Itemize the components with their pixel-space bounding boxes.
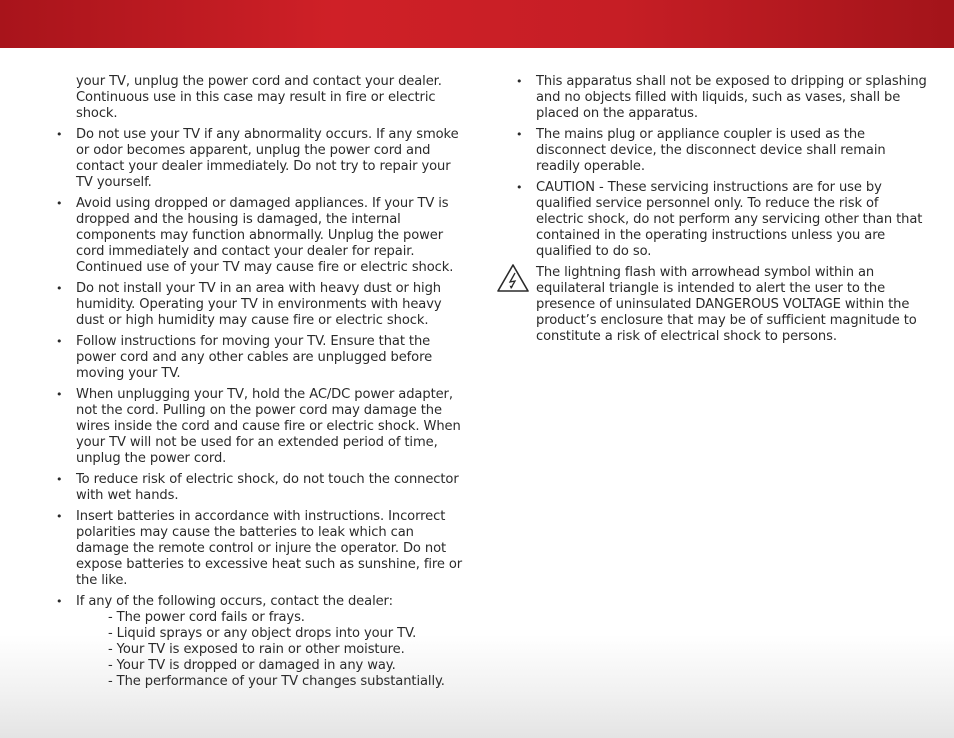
bullet-text: CAUTION - These servicing instructions are for use by qualified service personnel only. To reduce the risk of electric shock, do not perform any servicing other than that contained in the operating instructions unless you are qualified to do so. — [536, 180, 923, 259]
header-bar — [0, 0, 954, 48]
bullet-text: Avoid using dropped or damaged appliances. If your TV is dropped and the housing is damaged, the internal components may function abnormally. Unplug the power cord immediately and contact your dealer for repair. Continued use of your TV may cause fire or electric shock. — [76, 196, 454, 275]
bullet-text: To reduce risk of electric shock, do not touch the connector with wet hands. — [76, 472, 459, 503]
bullet-icon: • — [516, 75, 523, 88]
bullet-icon: • — [56, 473, 63, 486]
bullet-text: This apparatus shall not be exposed to dripping or splashing and no objects filled with liquids, such as vases, shall be placed on the apparatus. — [536, 74, 927, 121]
bullet-text: When unplugging your TV, hold the AC/DC power adapter, not the cord. Pulling on the power cord may damage the wires inside the cord and cause fire or electric shock. When your TV will not be used for an extended period of time, unplug the power cord. — [76, 387, 461, 466]
bullet-icon: • — [56, 595, 63, 608]
bullet-icon: • — [56, 388, 63, 401]
bullet-item — [514, 127, 929, 175]
bullet-item — [54, 509, 464, 589]
sub-list-item: - Your TV is dropped or damaged in any way. — [108, 658, 396, 673]
bullet-icon: • — [56, 282, 63, 295]
bullet-item — [54, 196, 464, 276]
bullet-text: Do not install your TV in an area with heavy dust or high humidity. Operating your TV in environments with heavy dust or high humidity may cause fire or electric shock. — [76, 281, 442, 328]
dealer-bullet-item — [54, 594, 464, 690]
bullet-text: Do not use your TV if any abnormality occurs. If any smoke or odor becomes apparent, unplug the power cord and contact your dealer immediately. Do not try to repair your TV yourself. — [76, 127, 459, 190]
bullet-icon: • — [56, 197, 63, 210]
dealer-sub-list — [76, 610, 464, 690]
bullet-icon: • — [516, 128, 523, 141]
bullet-icon: • — [516, 181, 523, 194]
bullet-icon: • — [56, 128, 63, 141]
right-column — [514, 74, 929, 345]
lightning-warning-icon — [496, 263, 530, 293]
sub-list-item: - The power cord fails or frays. — [108, 610, 305, 625]
bullet-item — [514, 180, 929, 260]
continuation-paragraph: your TV, unplug the power cord and contact your dealer. Continuous use in this case may result in fire or electric shock. — [76, 74, 442, 121]
bullet-text: Follow instructions for moving your TV. Ensure that the power cord and any other cables are unplugged before moving your TV. — [76, 334, 433, 381]
bullet-item — [54, 127, 464, 191]
sub-list-item: - Liquid sprays or any object drops into your TV. — [108, 626, 417, 641]
bullet-text: Insert batteries in accordance with instructions. Incorrect polarities may cause the batteries to leak which can damage the remote control or injure the operator. Do not expose batteries to excessive heat such as sunshine, fire or the like. — [76, 509, 463, 588]
bullet-text: If any of the following occurs, contact the dealer: — [76, 594, 393, 609]
sub-list-item: - Your TV is exposed to rain or other moisture. — [108, 642, 405, 657]
bullet-text: The mains plug or appliance coupler is used as the disconnect device, the disconnect device shall remain readily operable. — [536, 127, 886, 174]
bullet-item — [514, 74, 929, 122]
bullet-icon: • — [56, 510, 63, 523]
left-column — [54, 74, 464, 695]
warning-text: The lightning flash with arrowhead symbol within an equilateral triangle is intended to alert the user to the presence of uninsulated DANGEROUS VOLTAGE within the product’s enclosure that may be of sufficient magnitude to constitute a risk of electrical shock to persons. — [536, 265, 917, 344]
bullet-item — [54, 281, 464, 329]
bullet-item — [54, 472, 464, 504]
sub-list-item: - The performance of your TV changes substantially. — [108, 674, 445, 689]
bullet-item — [54, 334, 464, 382]
lightning-warning — [514, 265, 929, 345]
bullet-item — [54, 387, 464, 467]
bullet-icon: • — [56, 335, 63, 348]
